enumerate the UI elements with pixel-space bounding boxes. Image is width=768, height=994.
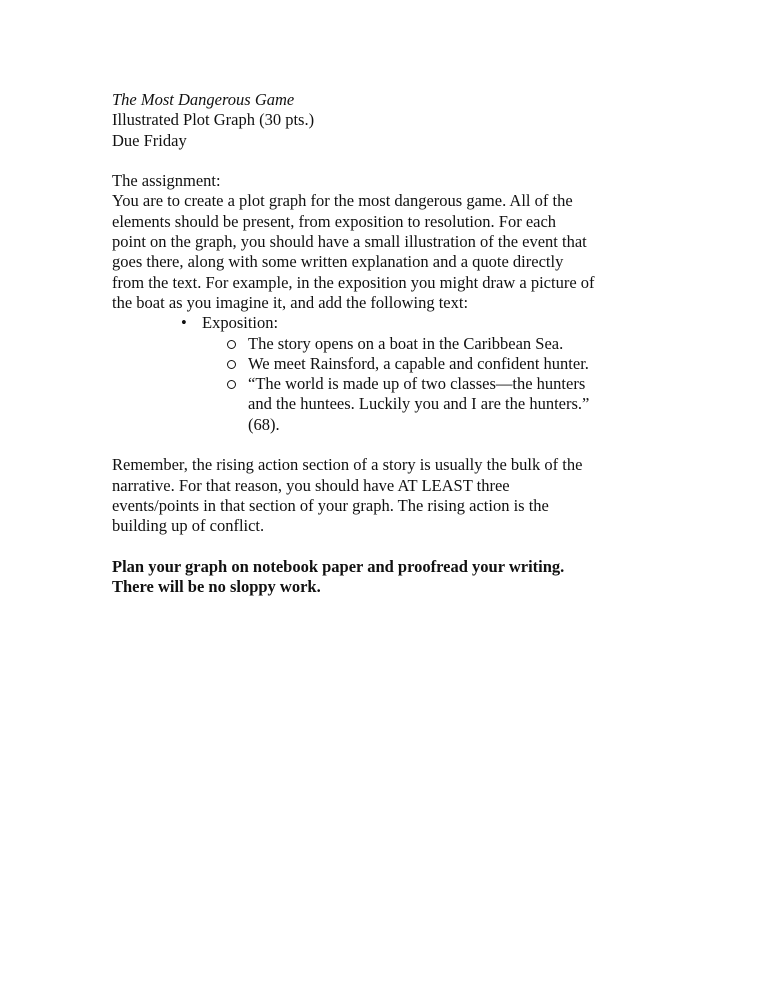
paragraph-line: You are to create a plot graph for the most dangerous game. All of the — [112, 191, 573, 211]
list-item — [181, 313, 672, 435]
sub-item-text: and the huntees. Luckily you and I are the hunters.” — [248, 394, 590, 414]
sub-item-text: (68). — [248, 414, 280, 434]
document-body — [112, 90, 672, 597]
sub-item-text: The story opens on a boat in the Caribbean Sea. — [248, 333, 564, 353]
spacer — [112, 537, 672, 557]
assignment-paragraph — [112, 191, 672, 313]
due-date: Due Friday — [112, 130, 187, 150]
sub-list-item — [226, 334, 672, 354]
sub-list — [202, 334, 672, 435]
spacer — [112, 151, 672, 171]
assignment-subtitle: Illustrated Plot Graph (30 pts.) — [112, 110, 315, 130]
paragraph-line: the boat as you imagine it, and add the following text: — [112, 292, 469, 312]
paragraph-line: There will be no sloppy work. — [112, 577, 321, 597]
paragraph-line: goes there, along with some written explanation and a quote directly — [112, 252, 564, 272]
sub-list-item — [226, 354, 672, 374]
assignment-heading: The assignment: — [112, 171, 221, 191]
spacer — [112, 435, 672, 455]
paragraph-line: from the text. For example, in the exposition you might draw a picture of — [112, 272, 595, 292]
bullet-label: Exposition: — [202, 313, 279, 333]
paragraph-line: events/points in that section of your graph. The rising action is the — [112, 495, 549, 515]
sub-item-text: “The world is made up of two classes—the hunters — [248, 374, 586, 394]
circle-bullet-icon — [227, 360, 236, 369]
circle-bullet-icon — [227, 380, 236, 389]
sub-item-text: We meet Rainsford, a capable and confident hunter. — [248, 353, 589, 373]
document-title: The Most Dangerous Game — [112, 90, 295, 109]
paragraph-line: Remember, the rising action section of a story is usually the bulk of the — [112, 455, 583, 475]
paragraph-line: elements should be present, from exposition to resolution. For each — [112, 211, 557, 231]
remember-paragraph — [112, 455, 672, 536]
bullet-icon: • — [181, 313, 187, 333]
closing-paragraph — [112, 557, 672, 598]
sub-list-item — [226, 374, 672, 435]
example-list — [112, 313, 672, 435]
circle-bullet-icon — [227, 340, 236, 349]
paragraph-line: building up of conflict. — [112, 516, 265, 536]
paragraph-line: narrative. For that reason, you should have AT LEAST three — [112, 475, 510, 495]
paragraph-line: Plan your graph on notebook paper and proofread your writing. — [112, 556, 565, 576]
paragraph-line: point on the graph, you should have a small illustration of the event that — [112, 232, 587, 252]
